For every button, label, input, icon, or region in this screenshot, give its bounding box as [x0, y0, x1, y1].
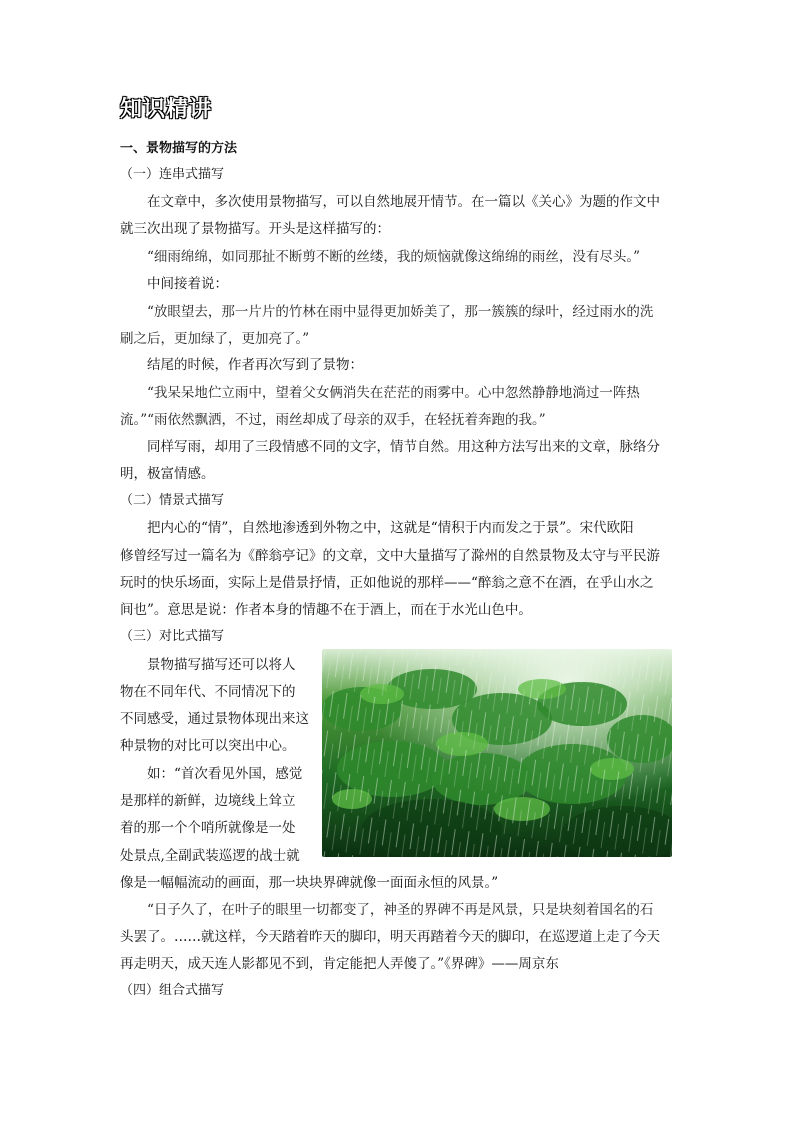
quote-line: “日子久了，在叶子的眼里一切都变了，神圣的界碑不再是风景，只是块刻着国名的石 [147, 902, 654, 918]
subsection-heading: （二）情景式描写 [120, 493, 225, 508]
paragraph-line: 修曾经写过一篇名为《醉翁亭记》的文章，文中大量描写了滁州的自然景物及太守与平民游 [120, 548, 660, 564]
quote-line: “我呆呆地伫立雨中，望着父女俩消失在茫茫的雨雾中。心中忽然静静地淌过一阵热 [147, 385, 640, 401]
paragraph-line: 就三次出现了景物描写。开头是这样描写的： [120, 221, 390, 237]
quote-line: “细雨绵绵，如同那扯不断剪不断的丝缕，我的烦恼就像这绵绵的雨丝，没有尽头。” [147, 249, 641, 265]
paragraph-line: 玩时的快乐场面，实际上是借景抒情，正如他说的那样——“醉翁之意不在酒，在乎山水之 [120, 575, 654, 591]
quote-line: 流。”“雨依然飘洒，不过，雨丝却成了母亲的双手，在轻抚着奔跑的我。” [120, 412, 546, 428]
quote-line: “放眼望去，那一片片的竹林在雨中显得更加娇美了，那一簇簇的绿叶，经过雨水的洗 [147, 304, 654, 320]
subsection-heading: （一）连串式描写 [120, 167, 225, 182]
paragraph-line: 景物描写描写还可以将人 [147, 657, 296, 673]
subsection-heading: （四）组合式描写 [120, 983, 225, 998]
paragraph-line: 着的那一个个哨所就像是一处 [120, 820, 296, 836]
paragraph-line: 中间接着说： [147, 276, 228, 292]
paragraph-line: 同样写雨，却用了三段情感不同的文字，情节自然。用这种方法写出来的文章，脉络分 [147, 439, 660, 455]
page-title: 知识精讲 [120, 97, 213, 122]
quote-line: 刷之后，更加绿了，更加亮了。” [120, 331, 310, 347]
paragraph-line: 是那样的新鲜，边境线上耸立 [120, 793, 296, 809]
paragraph-line: 在文章中，多次使用景物描写，可以自然地展开情节。在一篇以《关心》为题的作文中 [147, 194, 660, 210]
paragraph-line: 再走明天，成天连人影都见不到，肯定能把人弄傻了。”《界碑》——周京东 [120, 956, 559, 972]
paragraph-line: 头罢了。……就这样，今天踏着昨天的脚印，明天再踏着今天的脚印，在巡逻道上走了今天 [120, 929, 660, 945]
paragraph-line: 物在不同年代、不同情况下的 [120, 684, 296, 700]
paragraph-line: 间也”。意思是说：作者本身的情趣不在于酒上，而在于水光山色中。 [120, 602, 532, 618]
paragraph-line: 结尾的时候，作者再次写到了景物： [147, 357, 363, 373]
paragraph-line: 把内心的“情”，自然地渗透到外物之中，这就是“情积于内而发之于景”。宋代欧阳 [147, 520, 634, 536]
subsection-heading: （三）对比式描写 [120, 629, 225, 644]
paragraph-line: 明，极富情感。 [120, 466, 215, 482]
bamboo-rain-photo [322, 649, 672, 857]
paragraph-line: 种景物的对比可以突出中心。 [120, 738, 296, 754]
paragraph-line: 如：“首次看见外国，感觉 [147, 766, 303, 782]
paragraph-line: 像是一幅幅流动的画面，那一块块界碑就像一面面永恒的风景。” [120, 875, 499, 891]
paragraph-line: 处景点,全副武装巡逻的战士就 [120, 848, 300, 864]
section-heading: 一、景物描写的方法 [120, 141, 238, 156]
paragraph-line: 不同感受，通过景物体现出来这 [120, 711, 309, 727]
